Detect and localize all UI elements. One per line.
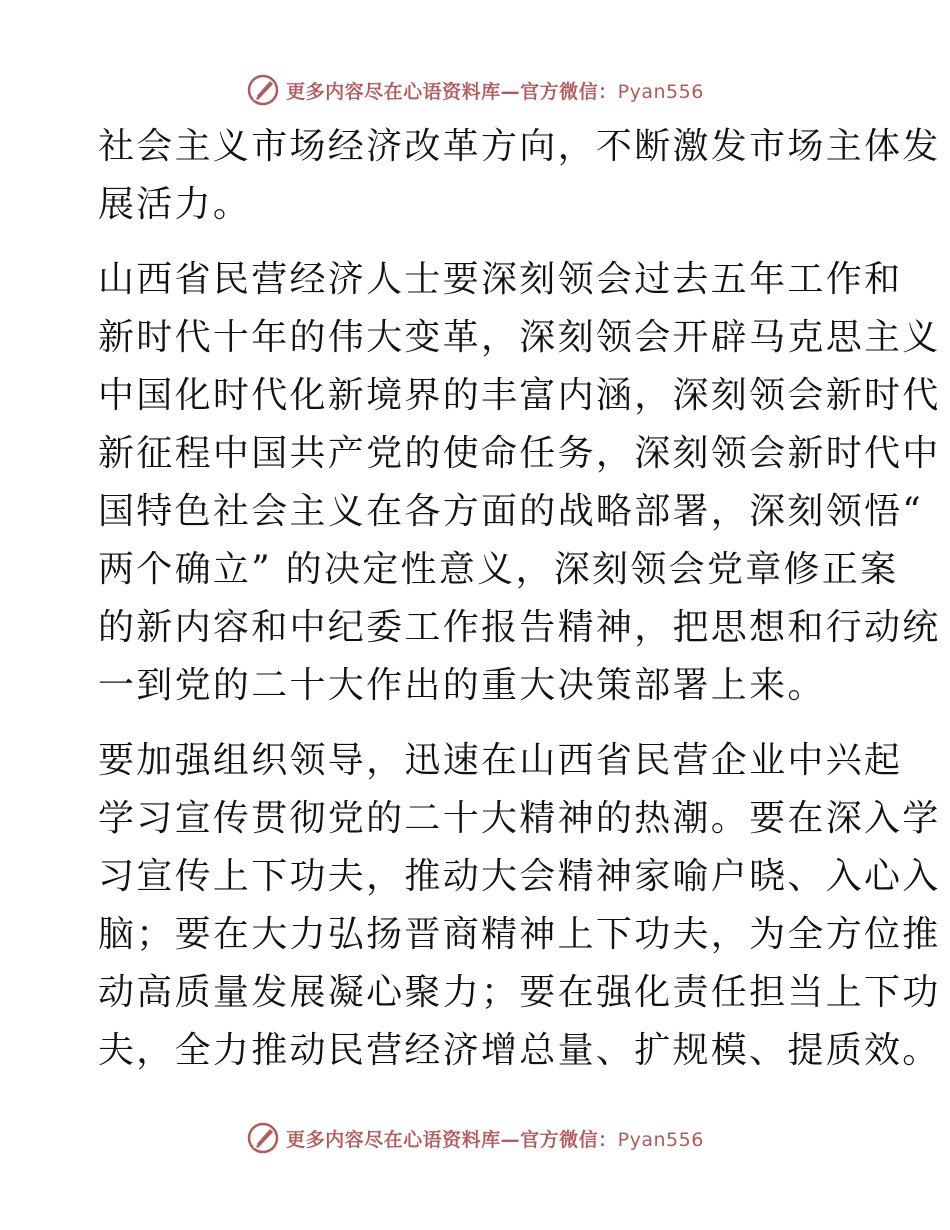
paragraph-2-line-1: 山西省民营经济人士要深刻领会过去五年工作和 (98, 259, 903, 300)
paragraph-3-line-2: 学习宣传贯彻党的二十大精神的热潮。要在深入学 (98, 798, 941, 839)
banner-wechat-id: Pyan556 (617, 1128, 704, 1151)
paragraph-3-line-6: 夫，全力推动民营经济增总量、扩规模、提质效。 (98, 1030, 941, 1071)
banner-text (286, 77, 704, 104)
banner-wechat-id: Pyan556 (617, 80, 704, 103)
paragraph-3-line-3: 习宣传上下功夫，推动大会精神家喻户晓、入心入 (98, 856, 941, 897)
paragraph-1-line-2: 展活力。 (98, 184, 252, 225)
paragraph-2-line-2: 新时代十年的伟大变革，深刻领会开辟马克思主义 (98, 317, 941, 358)
paragraph-3-line-4: 脑；要在大力弘扬晋商精神上下功夫，为全方位推 (98, 914, 941, 955)
banner-text (286, 1125, 704, 1152)
paragraph-2-line-6: 两个确立” 的决定性意义，深刻领会党章修正案 (98, 549, 899, 590)
banner-text-cn: 更多内容尽在心语资料库—官方微信： (286, 1128, 618, 1151)
paragraph-3-line-1: 要加强组织领导，迅速在山西省民营企业中兴起 (98, 740, 903, 781)
banner-text-cn: 更多内容尽在心语资料库—官方微信： (286, 80, 618, 103)
paragraph-2-line-4: 新征程中国共产党的使命任务，深刻领会新时代中 (98, 433, 941, 474)
header-banner (0, 70, 950, 110)
paragraph-3-line-5: 动高质量发展凝心聚力；要在强化责任担当上下功 (98, 972, 941, 1013)
paragraph-2-line-7: 的新内容和中纪委工作报告精神，把思想和行动统 (98, 607, 941, 648)
footer-banner (0, 1118, 950, 1158)
paragraph-1-line-1: 社会主义市场经济改革方向，不断激发市场主体发 (98, 126, 941, 167)
paragraph-2-line-8: 一到党的二十大作出的重大决策部署上来。 (98, 665, 826, 706)
paragraph-2-line-5: 国特色社会主义在各方面的战略部署，深刻领悟“ (98, 491, 924, 532)
quill-pen-logo-icon (246, 1121, 280, 1155)
paragraph-2-line-3: 中国化时代化新境界的丰富内涵，深刻领会新时代 (98, 375, 941, 416)
quill-pen-logo-icon (246, 73, 280, 107)
